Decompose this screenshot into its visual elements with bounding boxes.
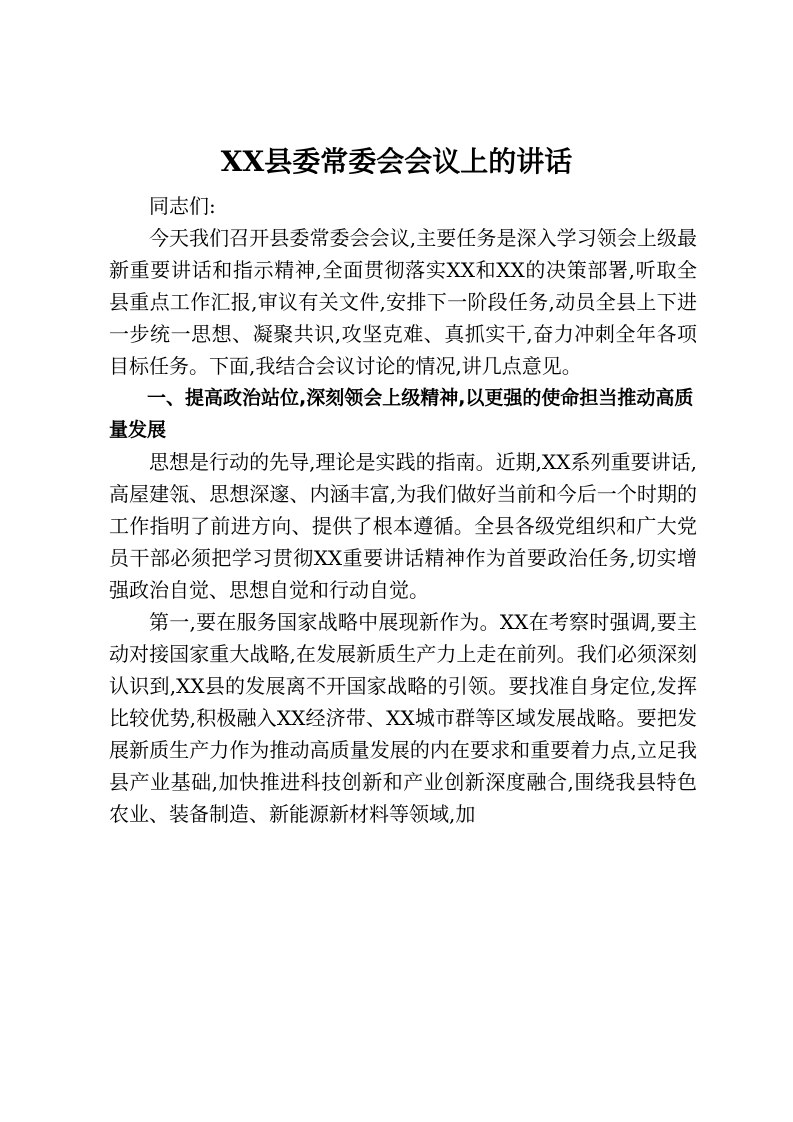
section-1-paragraph-2: 第一,要在服务国家战略中展现新作为。XX在考察时强调,要主动对接国家重大战略,在发展新质生产力上走在前列。我们必须深刻认识到,XX县的发展离不开国家战略的引领。要找准自身定位,发挥比较优势,积极融入XX经济带、XX城市群等区域发展战略。要把发展新质生产力作为推动高质量发展的内在要求和重要着力点,立足我县产业基础,加快推进科技创新和产业创新深度融合,围绕我县特色农业、装备制造、新能源新材料等领域,加 [109,610,697,826]
document-title: XX县委常委会会议上的讲话 [220,145,573,178]
salutation: 同志们: [149,194,216,218]
section-1-paragraph-1: 思想是行动的先导,理论是实践的指南。近期,XX系列重要讲话,高屋建瓴、思想深邃、内涵丰富,为我们做好当前和今后一个时期的工作指明了前进方向、提供了根本遵循。全县各级党组织和广大党员干部必须把学习贯彻XX重要讲话精神作为首要政治任务,切实增强政治自觉、思想自觉和行动自觉。 [109,450,697,602]
document-body [109,190,697,830]
section-heading-1: 一、提高政治站位,深刻领会上级精神,以更强的使命担当推动高质量发展 [109,387,694,441]
intro-paragraph: 今天我们召开县委常委会会议,主要任务是深入学习领会上级最新重要讲话和指示精神,全面贯彻落实XX和XX的决策部署,听取全县重点工作汇报,审议有关文件,安排下一阶段任务,动员全县上下进一步统一思想、凝聚共识,攻坚克难、真抓实干,奋力冲刺全年各项目标任务。下面,我结合会议讨论的情况,讲几点意见。 [109,226,697,378]
